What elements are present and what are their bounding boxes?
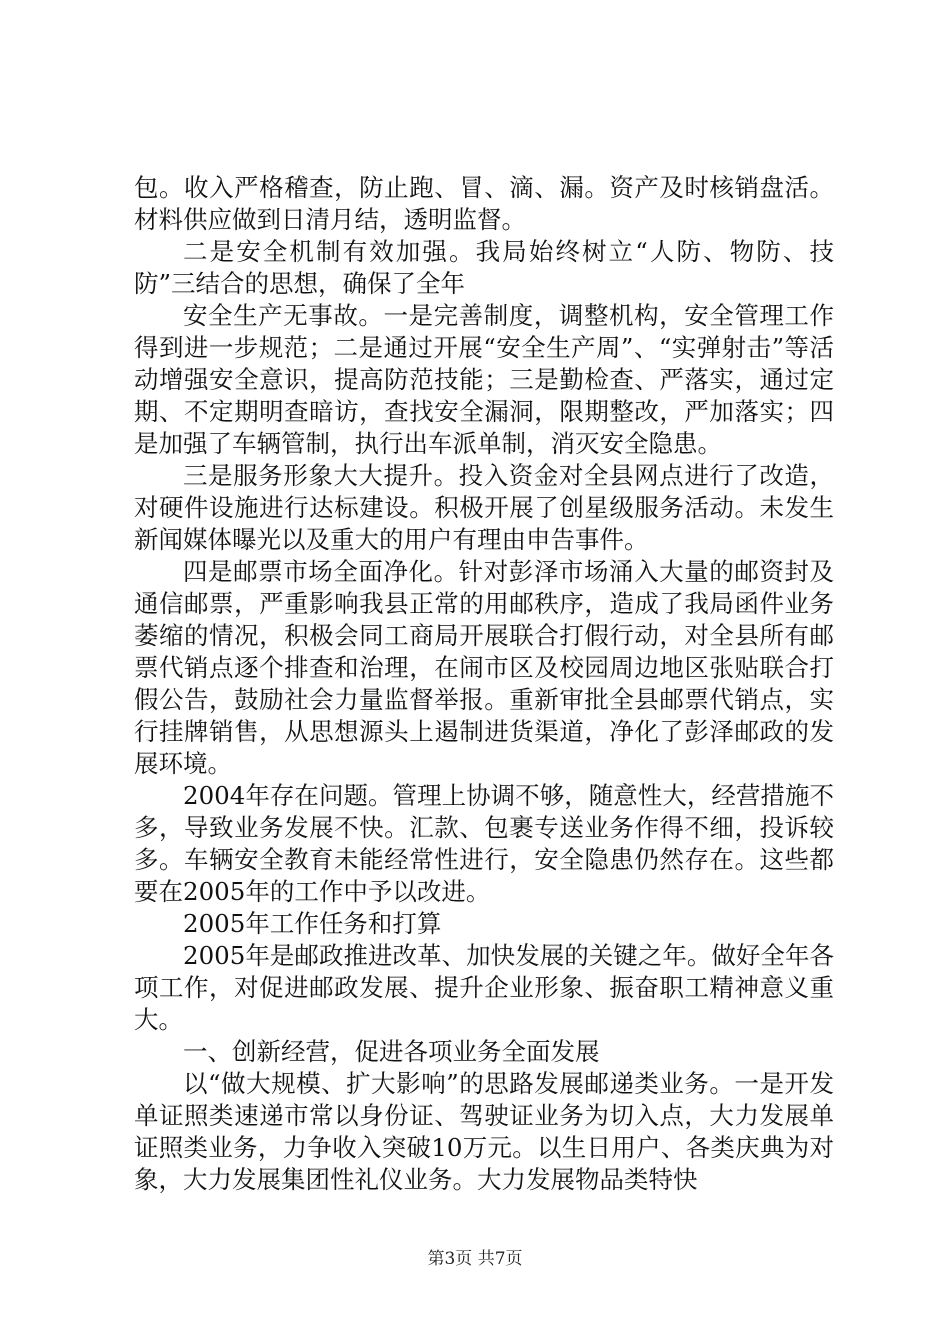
paragraph-2: 二是安全机制有效加强。我局始终树立“人防、物防、技防”三结合的思想，确保了全年 <box>134 237 834 298</box>
paragraph-3: 安全生产无事故。一是完善制度，调整机构，安全管理工作得到进一步规范；二是通过开展“安全生产周”、“实弹射击”等活动增强安全意识，提高防范技能；三是勤检查、严落实，通过定期、不定期明查暗访，查找安全漏洞，限期整改，严加落实；四是加强了车辆管制，执行出车派单制，消灭安全隐患。 <box>134 301 834 458</box>
page-footer: 第3页 共7页 <box>427 1249 523 1269</box>
document-body <box>134 172 834 1196</box>
paragraph-5: 四是邮票市场全面净化。针对彭泽市场涌入大量的邮资封及通信邮票，严重影响我县正常的用邮秩序，造成了我局函件业务萎缩的情况，积极会同工商局开展联合打假行动，对全县所有邮票代销点逐个排查和治理，在闹市区及校园周边地区张贴联合打假公告，鼓励社会力量监督举报。重新审批全县邮票代销点，实行挂牌销售，从思想源头上遏制进货渠道，净化了彭泽邮政的发展环境。 <box>134 557 834 778</box>
section-heading-2005: 2005年工作任务和打算 <box>183 909 442 938</box>
subsection-heading-1: 一、创新经营，促进各项业务全面发展 <box>183 1037 600 1066</box>
paragraph-4: 三是服务形象大大提升。投入资金对全县网点进行了改造，对硬件设施进行达标建设。积极开展了创星级服务活动。未发生新闻媒体曝光以及重大的用户有理由申告事件。 <box>134 461 834 554</box>
paragraph-8: 2005年是邮政推进改革、加快发展的关键之年。做好全年各项工作，对促进邮政发展、提升企业形象、振奋职工精神意义重大。 <box>134 941 834 1034</box>
paragraph-6: 2004年存在问题。管理上协调不够，随意性大，经营措施不多，导致业务发展不快。汇款、包裹专送业务作得不细，投诉较多。车辆安全教育未能经常性进行，安全隐患仍然存在。这些都要在2005年的工作中予以改进。 <box>134 781 834 906</box>
paragraph-1: 包。收入严格稽查，防止跑、冒、滴、漏。资产及时核销盘活。材料供应做到日清月结，透明监督。 <box>134 173 834 234</box>
paragraph-10: 以“做大规模、扩大影响”的思路发展邮递类业务。一是开发单证照类速递市常以身份证、驾驶证业务为切入点，大力发展单证照类业务，力争收入突破10万元。以生日用户、各类庆典为对象，大力发展集团性礼仪业务。大力发展物品类特快 <box>134 1069 834 1194</box>
